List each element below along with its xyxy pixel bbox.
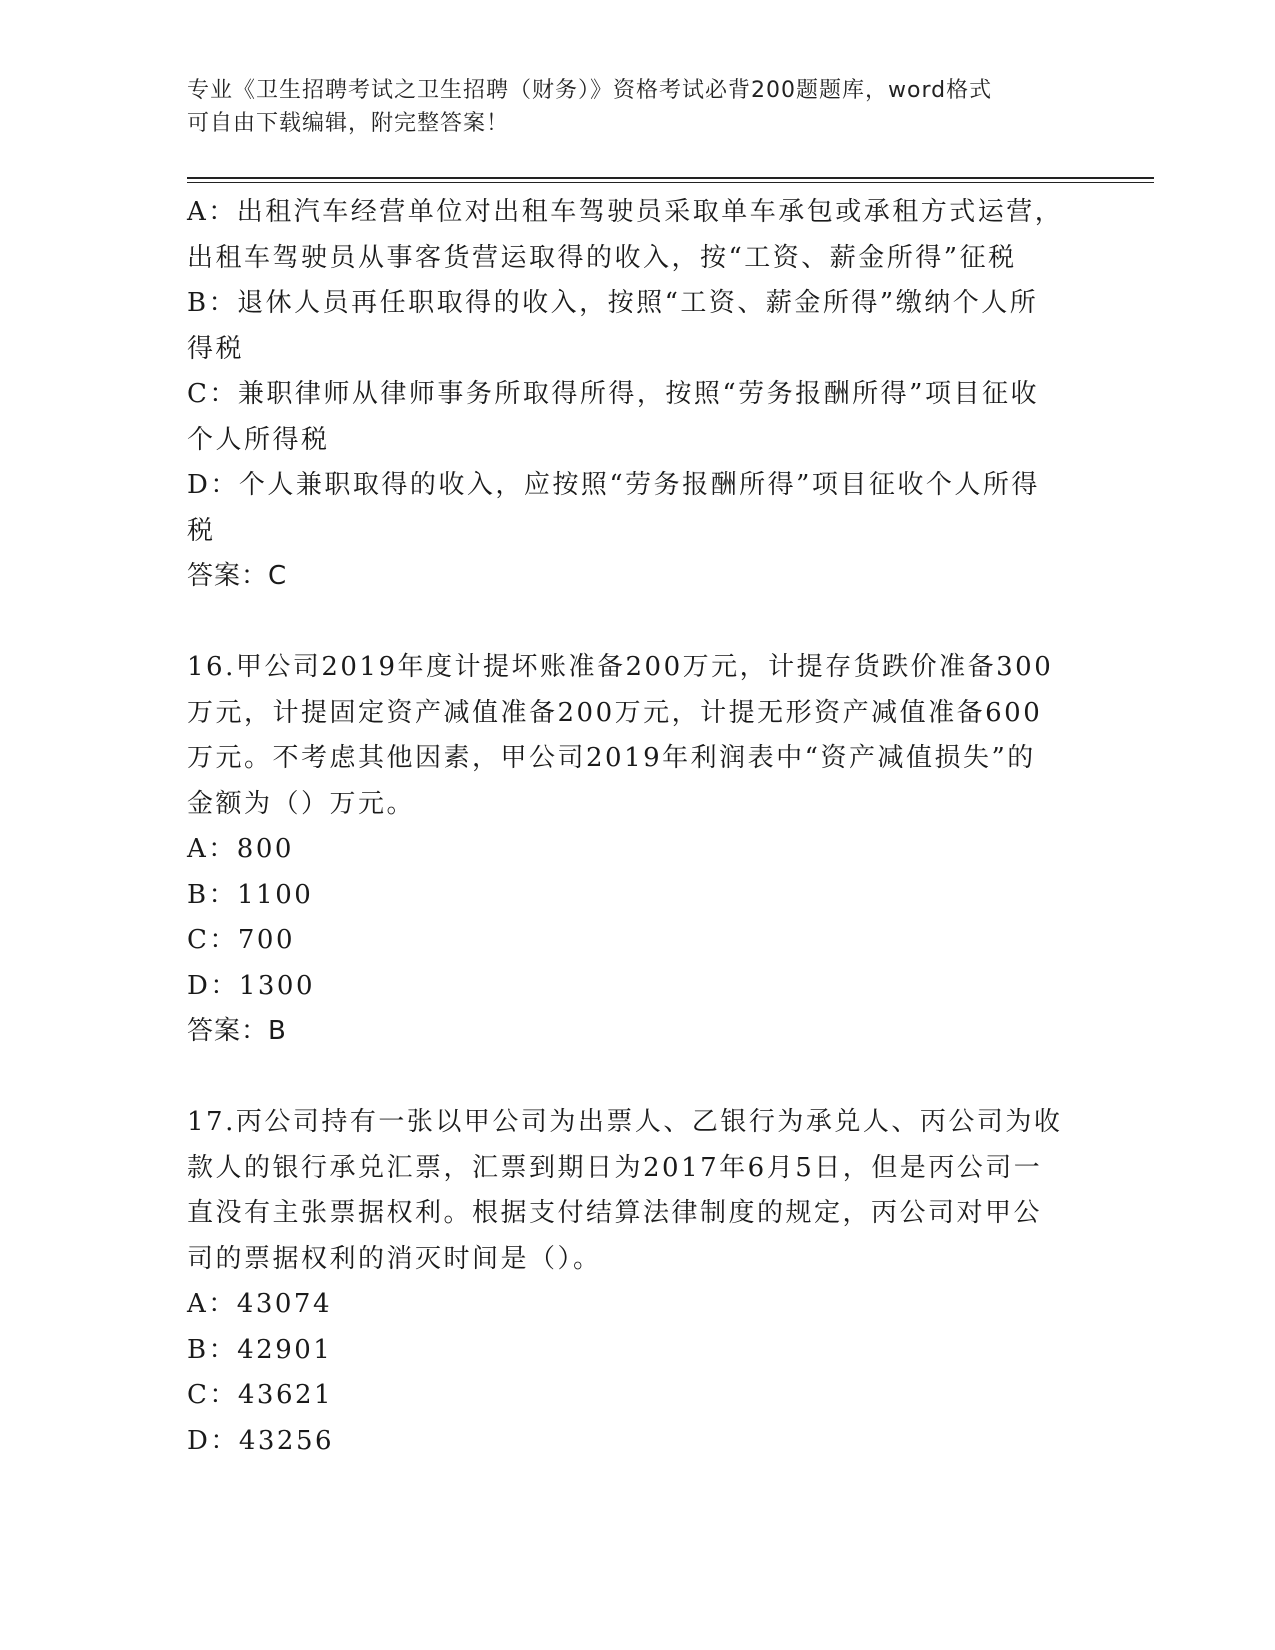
q17-stem-line-1: 17.丙公司持有一张以甲公司为出票人、乙银行为承兑人、丙公司为收	[187, 1107, 1063, 1137]
q15-option-a-line-1: A：出租汽车经营单位对出租车驾驶员采取单车承包或承租方式运营，	[187, 197, 1064, 227]
header-divider-thick	[187, 177, 1154, 179]
document-body	[187, 190, 1087, 1464]
q16-answer: 答案：B	[187, 1016, 287, 1046]
q15-option-c-line-2: 个人所得税	[187, 424, 330, 455]
q17-option-c: C：43621	[187, 1380, 334, 1410]
question-16	[187, 645, 1087, 1055]
q17-option-a: A：43074	[187, 1289, 332, 1319]
q17-option-b: B：42901	[187, 1334, 333, 1365]
question-15	[187, 190, 1087, 600]
q15-option-d-line-1: D：个人兼职取得的收入，应按照“劳务报酬所得”项目征收个人所得	[187, 470, 1040, 500]
q15-option-a-line-2: 出租车驾驶员从事客货营运取得的收入，按“工资、薪金所得”征税	[187, 242, 1017, 273]
q16-stem-line-3: 万元。不考虑其他因素，甲公司2019年利润表中“资产减值损失”的	[187, 743, 1036, 773]
document-header	[187, 74, 1067, 140]
q16-option-d: D：1300	[187, 970, 316, 1001]
q16-stem-line-1: 16.甲公司2019年度计提坏账准备200万元，计提存货跌价准备300	[187, 652, 1054, 682]
header-line-1: 专业《卫生招聘考试之卫生招聘（财务）》资格考试必背200题题库，word格式	[187, 78, 993, 103]
q15-option-c-line-1: C：兼职律师从律师事务所取得所得，按照“劳务报酬所得”项目征收	[187, 379, 1039, 409]
q16-option-a: A：800	[187, 834, 294, 864]
spacer	[187, 600, 1087, 646]
q15-answer: 答案：C	[187, 561, 288, 591]
q15-option-d-line-2: 税	[187, 515, 216, 546]
q15-option-b-line-1: B：退休人员再任职取得的收入，按照“工资、薪金所得”缴纳个人所	[187, 288, 1039, 318]
q16-option-b: B：1100	[187, 879, 314, 910]
header-line-2: 可自由下载编辑，附完整答案！	[187, 111, 510, 136]
spacer	[187, 1055, 1087, 1101]
q16-option-c: C：700	[187, 925, 296, 955]
header-divider-thin	[187, 182, 1154, 183]
q17-stem-line-2: 款人的银行承兑汇票，汇票到期日为2017年6月5日，但是丙公司一	[187, 1152, 1043, 1183]
question-17	[187, 1100, 1087, 1464]
q15-option-b-line-2: 得税	[187, 333, 245, 364]
q16-stem-line-2: 万元，计提固定资产减值准备200万元，计提无形资产减值准备600	[187, 697, 1043, 728]
q17-stem-line-3: 直没有主张票据权利。根据支付结算法律制度的规定，丙公司对甲公	[187, 1198, 1043, 1228]
q16-stem-line-4: 金额为（）万元。	[187, 788, 416, 819]
q17-option-d: D：43256	[187, 1425, 335, 1456]
q17-stem-line-4: 司的票据权利的消灭时间是（）。	[187, 1243, 602, 1274]
